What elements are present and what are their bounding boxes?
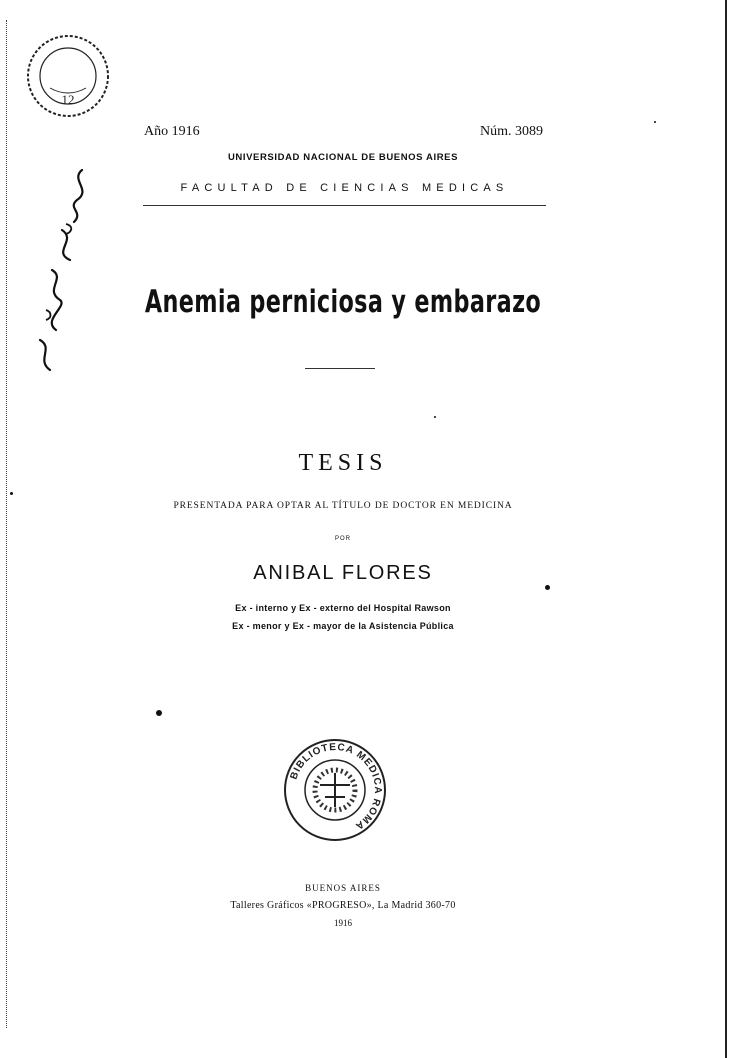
ink-speck — [545, 585, 550, 590]
credential-line: Ex - menor y Ex - mayor de la Asistencia Pública — [232, 621, 454, 631]
university-name: UNIVERSIDAD NACIONAL DE BUENOS AIRES — [227, 152, 459, 163]
faculty-name: FACULTAD DE CIENCIAS MEDICAS — [180, 182, 509, 194]
publication-city: BUENOS AIRES — [305, 883, 381, 893]
by-label: POR — [334, 536, 351, 542]
page-edge-left — [6, 20, 8, 1028]
thesis-title: Anemia perniciosa y embarazo — [144, 284, 542, 320]
tesis-heading: TESIS — [298, 450, 388, 476]
handwritten-signature — [22, 160, 102, 380]
ink-speck — [654, 121, 656, 123]
title-divider — [305, 368, 375, 369]
number-label: Núm. 3089 — [480, 124, 543, 139]
header-rule — [143, 205, 546, 206]
library-stamp-top — [20, 28, 116, 128]
ink-speck — [10, 492, 13, 495]
year-label: Año 1916 — [144, 124, 200, 139]
svg-text:BIBLIOTECA MEDICA ROMA: BIBLIOTECA MEDICA ROMA — [288, 741, 384, 832]
author-name: ANIBAL FLORES — [253, 562, 433, 584]
stamp-number: 12 — [61, 92, 75, 107]
credential-line: Ex - interno y Ex - externo del Hospital Rawson — [235, 603, 451, 613]
ink-speck — [156, 710, 162, 716]
publication-year: 1916 — [334, 918, 352, 928]
presented-line: PRESENTADA PARA OPTAR AL TÍTULO DE DOCTOR EN MEDICINA — [173, 501, 513, 511]
page-edge-right — [725, 0, 727, 1058]
ink-speck — [434, 416, 436, 418]
printer-line: Talleres Gráficos «PROGRESO», La Madrid 360-70 — [230, 900, 456, 911]
library-seal — [280, 735, 390, 845]
